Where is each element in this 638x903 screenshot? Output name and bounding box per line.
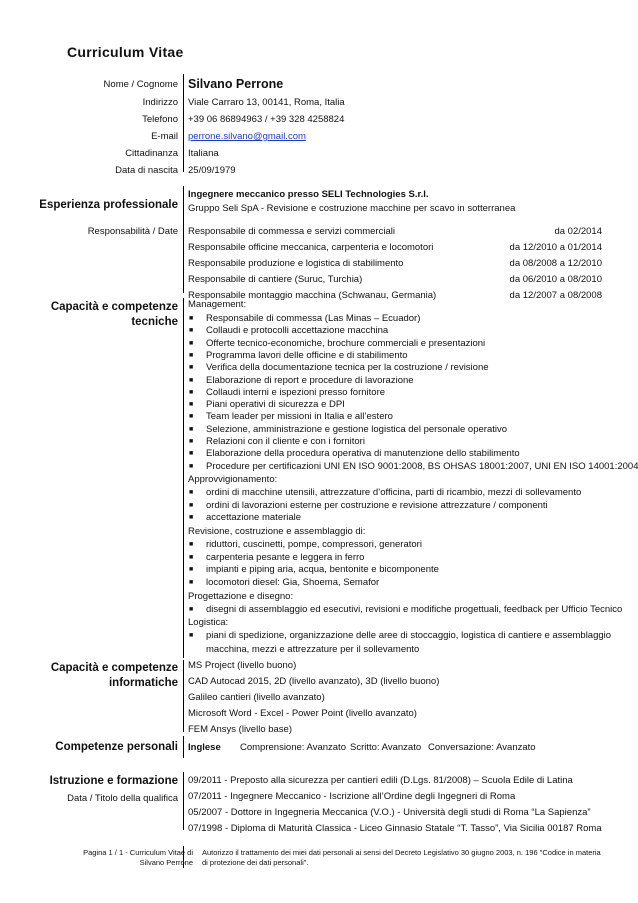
informatiche-item: FEM Ansys (livello base) — [188, 724, 293, 735]
bullet-item: locomotori diesel: Gia, Shoema, Semafor — [206, 576, 380, 588]
bullet-icon: ■ — [189, 327, 194, 335]
language-conversazione: Conversazione: Avanzato — [428, 742, 536, 753]
management-title: Management: — [188, 299, 247, 310]
resp-date: da 08/2008 a 12/2010 — [509, 258, 602, 269]
personali-heading: Competenze personali — [55, 741, 178, 753]
istruzione-heading: Istruzione e formazione — [49, 775, 178, 787]
esperienza-role: Ingegnere meccanico presso SELI Technologies S.r.l. — [188, 189, 429, 200]
tecniche-heading: Capacità e competenze — [50, 301, 178, 313]
esperienza-separator — [183, 186, 184, 293]
bullet-icon: ■ — [189, 541, 194, 548]
bullet-item: ordini di lavorazioni esterne per costruzione e revisione attrezzature / componenti — [206, 499, 548, 511]
bullet-icon: ■ — [189, 376, 194, 384]
nome-label: Nome / Cognome — [103, 79, 178, 90]
cv-title: Curriculum Vitae — [67, 44, 184, 60]
logistica-title: Logistica: — [188, 617, 229, 628]
istruzione-sublabel: Data / Titolo della qualifica — [67, 793, 178, 804]
bullet-item: Elaborazione di report e procedure di lavorazione — [206, 374, 414, 386]
tecniche-separator — [183, 298, 184, 658]
nascita-value: 25/09/1979 — [188, 165, 236, 176]
istruzione-item: 09/2011 - Preposto alla sicurezza per cantieri edili (D.Lgs. 81/2008) – Scuola Edile di Latina — [188, 775, 573, 786]
bullet-item: Relazioni con il cliente e con i fornitori — [206, 436, 365, 447]
bullet-icon: ■ — [189, 401, 194, 409]
informatiche-heading-2: informatiche — [108, 677, 178, 689]
footer-privacy: Autorizzo il trattamento dei miei dati personali ai sensi del Decreto Legislativo 30 giugno 2003, n. 196 "Codice in materia di protezione dei dati personali". — [202, 848, 601, 867]
bullet-icon: ■ — [189, 553, 194, 561]
bullet-icon: ■ — [189, 606, 194, 613]
email-label: E-mail — [151, 131, 178, 142]
bullet-item: Elaborazione della procedura operativa di manutenzione dello stabilimento — [206, 448, 520, 460]
bullet-item: impianti e piping aria, acqua, bentonite e bicomponente — [206, 564, 439, 575]
informatiche-heading: Capacità e competenze — [50, 662, 178, 674]
bullet-item: Offerte tecnico-economiche, brochure commerciali e presentazioni — [206, 337, 486, 349]
informatiche-item: Galileo cantieri (livello avanzato) — [188, 692, 325, 703]
bullet-icon: ■ — [189, 364, 194, 372]
resp-item: Responsabile di cantiere (Suruc, Turchia) — [188, 274, 363, 285]
istruzione-item: 07/2011 - Ingegnere Meccanico - Iscrizione all’Ordine degli Ingegneri di Roma — [188, 791, 516, 802]
telefono-value: +39 06 86894963 / +39 328 4258824 — [188, 114, 345, 125]
bullet-item: Piani operativi di sicurezza e DPI — [206, 399, 345, 411]
email-link[interactable]: perrone.silvano@gmail.com — [188, 131, 306, 142]
footer-page-info: Pagina 1 / 1 - Curriculum Vitae di Silvano Perrone — [83, 848, 193, 867]
indirizzo-label: Indirizzo — [142, 97, 178, 108]
cittadinanza-label: Cittadinanza — [125, 148, 178, 159]
bullet-item: accettazione materiale — [206, 512, 302, 523]
bullet-icon: ■ — [189, 489, 194, 496]
informatiche-item: MS Project (livello buono) — [188, 660, 297, 671]
personali-separator — [183, 736, 184, 758]
istruzione-item: 07/1998 - Diploma di Maturità Classica - Liceo Ginnasio Statale “T. Tasso”, Via Sicilia 00187 Roma — [188, 823, 602, 834]
bullet-item: Collaudi e protocolli accettazione macchina — [206, 325, 389, 337]
bullet-icon: ■ — [189, 388, 194, 396]
esperienza-company: Gruppo Seli SpA - Revisione e costruzione macchine per scavo in sotterranea — [188, 203, 516, 214]
bullet-item: Collaudi interni e ispezioni presso fornitore — [206, 386, 386, 398]
indirizzo-value: Viale Carraro 13, 00141, Roma, Italia — [188, 97, 345, 108]
resp-item: Responsabile officine meccanica, carpenteria e locomotori — [188, 242, 434, 253]
full-name: Silvano Perrone — [188, 77, 284, 91]
bullet-item: Verifica della documentazione tecnica per la costruzione / revisione — [206, 362, 489, 374]
bullet-item: Responsabile di commessa (Las Minas – Ecuador) — [206, 313, 421, 324]
bullet-item: carpenteria pesante e leggera in ferro — [206, 551, 365, 563]
bullet-item: Procedure per certificazioni UNI EN ISO 9001:2008, BS OHSAS 18001:2007, UNI EN ISO 14001:2004 — [206, 460, 638, 472]
bullet-icon: ■ — [189, 413, 194, 421]
tecniche-heading-2: tecniche — [131, 316, 178, 328]
resp-item: Responsabile produzione e logistica di stabilimento — [188, 258, 404, 269]
bullet-icon: ■ — [189, 351, 194, 359]
bullet-icon: ■ — [189, 632, 194, 639]
esperienza-heading: Esperienza professionale — [39, 199, 178, 211]
bullet-icon: ■ — [189, 578, 194, 586]
bullet-icon: ■ — [189, 514, 194, 521]
bullet-item: Team leader per missioni in Italia e all’estero — [206, 411, 393, 423]
resp-item: Responsabile di commessa e servizi commerciali — [188, 226, 395, 237]
language-scritto: Scritto: Avanzato — [350, 742, 422, 753]
nascita-label: Data di nascita — [115, 165, 178, 176]
cittadinanza-value: Italiana — [188, 148, 219, 159]
language-comprensione: Comprensione: Avanzato — [240, 742, 346, 753]
informatiche-item: Microsoft Word - Excel - Power Point (livello avanzato) — [188, 708, 417, 719]
progettazione-title: Progettazione e disegno: — [188, 591, 294, 602]
logistica-line-1: piani di spedizione, organizzazione delle aree di stoccaggio, logistica di cantiere e assemblaggio — [206, 630, 612, 641]
telefono-label: Telefono — [142, 114, 178, 125]
informatiche-item: CAD Autocad 2015, 2D (livello avanzato), 3D (livello buono) — [188, 676, 440, 687]
bullet-icon: ■ — [189, 315, 194, 322]
header-separator — [183, 74, 184, 172]
resp-date: da 02/2014 — [554, 226, 602, 237]
istruzione-separator — [183, 772, 184, 830]
responsabilita-label: Responsabilità / Date — [87, 226, 178, 237]
bullet-item: disegni di assemblaggio ed esecutivi, revisioni e modifiche progettuali, feedback per Ufficio Tecnico — [206, 604, 623, 615]
bullet-icon: ■ — [189, 462, 194, 470]
resp-date: da 12/2007 a 08/2008 — [509, 290, 602, 301]
revisione-title: Revisione, costruzione e assemblaggio di: — [188, 526, 366, 537]
bullet-item: Selezione, amministrazione e gestione logistica del personale operativo — [206, 423, 508, 435]
bullet-icon: ■ — [189, 425, 194, 433]
bullet-item: ordini di macchine utensili, attrezzature d’officina, parti di ricambio, mezzi di sollevamento — [206, 487, 582, 498]
bullet-icon: ■ — [189, 438, 194, 445]
bullet-icon: ■ — [189, 566, 194, 573]
istruzione-item: 05/2007 - Dottore in Ingegneria Meccanica (V.O.) - Università degli studi di Roma “La Sapienza” — [188, 807, 591, 818]
bullet-item: Programma lavori delle officine e di stabilimento — [206, 349, 408, 361]
resp-date: da 12/2010 a 01/2014 — [509, 242, 602, 253]
bullet-icon: ■ — [189, 501, 194, 509]
resp-date: da 06/2010 a 08/2010 — [509, 274, 602, 285]
approv-title: Approvvigionamento: — [188, 474, 278, 485]
bullet-item: riduttori, cuscinetti, pompe, compressori, generatori — [206, 539, 422, 550]
language-name: Inglese — [188, 742, 221, 753]
resp-item: Responsabile montaggio macchina (Schwanau, Germania) — [188, 290, 437, 301]
logistica-line-2: macchina, mezzi e attrezzature per il sollevamento — [206, 644, 420, 655]
bullet-icon: ■ — [189, 450, 194, 458]
informatiche-separator — [183, 660, 184, 732]
bullet-icon: ■ — [189, 339, 194, 347]
